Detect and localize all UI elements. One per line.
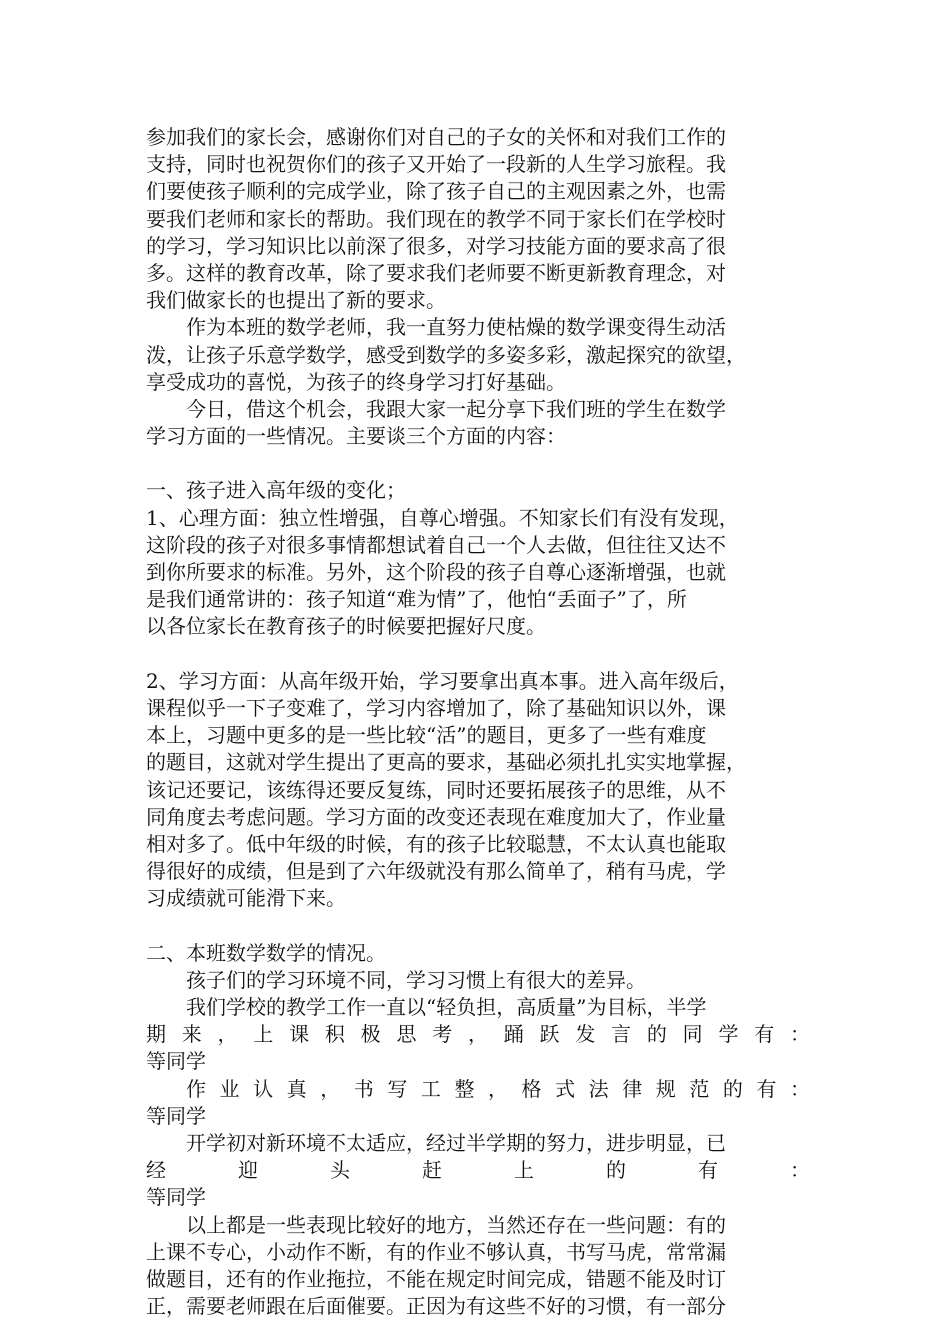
document-page [146, 124, 810, 1320]
text-line: 开学初对新环境不太适应，经过半学期的努力，进步明显，已 [186, 1130, 726, 1155]
text-line: 们要使孩子顺利的完成学业，除了孩子自己的主观因素之外，也需 [146, 179, 726, 204]
text-line: 作为本班的数学老师，我一直努力使枯燥的数学课变得生动活 [186, 315, 726, 340]
text-line: 要我们老师和家长的帮助。我们现在的教学不同于家长们在学校时 [146, 206, 726, 231]
text-line: 1、心理方面：独立性增强，自尊心增强。不知家长们有没有发现， [146, 505, 739, 530]
text-line: 的学习，学习知识比以前深了很多，对学习技能方面的要求高了很 [146, 233, 726, 258]
text-line: 到你所要求的标准。另外，这个阶段的孩子自尊心逐渐增强，也就 [146, 560, 726, 584]
text-line: 期来，上课积极思考，踊跃发言的同学有： [146, 1022, 810, 1047]
text-line: 课程似乎一下子变难了，学习内容增加了，除了基础知识以外，课 [146, 695, 726, 720]
text-line: 经迎头赶上的有： [146, 1158, 810, 1183]
text-line: 等同学 [146, 1185, 206, 1210]
text-line: 以上都是一些表现比较好的地方，当然还存在一些问题：有的 [186, 1212, 726, 1237]
text-line: 今日，借这个机会，我跟大家一起分享下我们班的学生在数学 [186, 396, 726, 421]
text-line: 相对多了。低中年级的时候，有的孩子比较聪慧，不太认真也能取 [146, 831, 726, 856]
text-line: 多。这样的教育改革，除了要求我们老师要不断更新教育理念，对 [146, 260, 726, 285]
text-line: 我们学校的教学工作一直以“轻负担，高质量”为目标，半学 [186, 995, 707, 1019]
text-line: 以各位家长在教育孩子的时候要把握好尺度。 [146, 614, 546, 639]
blank-line [146, 641, 810, 668]
text-line: 等同学 [146, 1103, 206, 1128]
text-line: 得很好的成绩，但是到了六年级就没有那么简单了，稍有马虎，学 [146, 859, 726, 884]
text-line: 作业认真，书写工整，格式法律规范的有： [186, 1076, 810, 1101]
text-line: 我们做家长的也提出了新的要求。 [146, 288, 446, 313]
text-line: 正，需要老师跟在后面催要。正因为有这些不好的习惯，有一部分 [146, 1294, 726, 1319]
text-line: 上课不专心，小动作不断，有的作业不够认真，书写马虎，常常漏 [146, 1239, 726, 1264]
text-line: 同角度去考虑问题。学习方面的改变还表现在难度加大了，作业量 [146, 804, 726, 829]
section-heading: 二、本班数学数学的情况。 [146, 940, 386, 965]
text-line: 的题目，这就对学生提出了更高的要求，基础必须扎扎实实地掌握， [146, 750, 746, 775]
text-line: 习成绩就可能滑下来。 [146, 886, 346, 911]
text-line: 参加我们的家长会，感谢你们对自己的子女的关怀和对我们工作的 [146, 125, 726, 149]
text-line: 是我们通常讲的：孩子知道“难为情”了，他怕“丢面子”了，所 [146, 587, 687, 612]
study-paragraph [146, 668, 810, 913]
psych-paragraph [146, 505, 810, 641]
text-line: 该记还要记，该练得还要反复练，同时还要拓展孩子的思维，从不 [146, 777, 726, 802]
section-heading: 一、孩子进入高年级的变化； [146, 478, 406, 503]
blank-line [146, 912, 810, 939]
homework-line-wrap [146, 1076, 810, 1103]
problems-paragraph [146, 1212, 810, 1321]
today-paragraph [146, 396, 810, 450]
text-line: 享受成功的喜悦，为孩子的终身学习打好基础。 [146, 369, 566, 394]
intro-paragraph [146, 124, 810, 314]
text-line: 学习方面的一些情况。主要谈三个方面的内容： [146, 424, 566, 449]
text-line: 等同学 [146, 1049, 206, 1074]
teacher-paragraph [146, 314, 810, 396]
text-line: 这阶段的孩子对很多事情都想试着自己一个人去做，但往往又达不 [146, 532, 726, 557]
text-line: 孩子们的学习环境不同，学习习惯上有很大的差异。 [186, 967, 646, 992]
blank-line [146, 450, 810, 477]
text-line: 泼，让孩子乐意学数学，感受到数学的多姿多彩，激起探究的欲望， [146, 342, 746, 367]
text-line: 做题目，还有的作业拖拉，不能在规定时间完成，错题不能及时订 [146, 1266, 726, 1291]
text-line: 2、学习方面：从高年级开始，学习要拿出真本事。进入高年级后， [146, 668, 739, 693]
text-line: 支持，同时也祝贺你们的孩子又开始了一段新的人生学习旅程。我 [146, 152, 726, 177]
text-line: 本上，习题中更多的是一些比较“活”的题目，更多了一些有难度 [146, 723, 707, 748]
